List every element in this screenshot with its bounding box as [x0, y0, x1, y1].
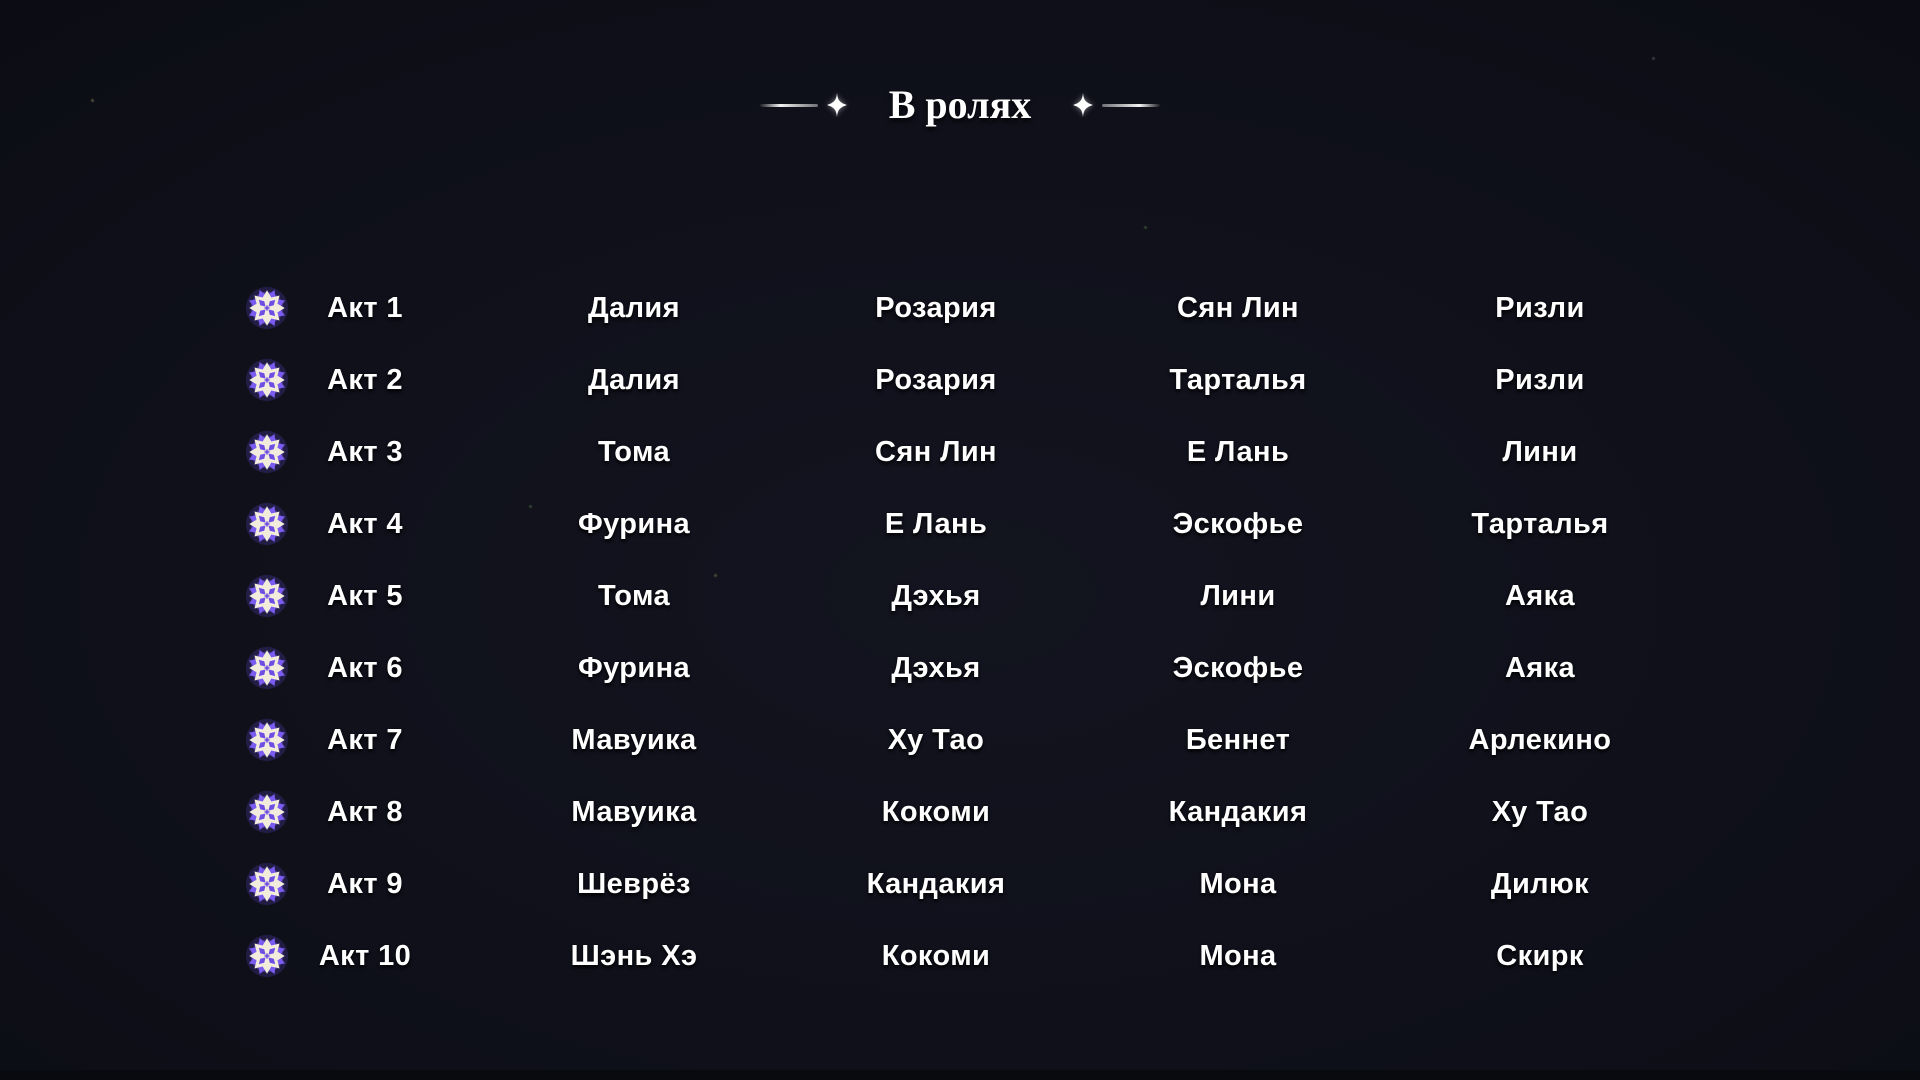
role-name: Фурина [577, 507, 691, 540]
role-name: Кокоми [881, 939, 991, 972]
role-name: Шэнь Хэ [570, 939, 698, 972]
decor-line-left [760, 104, 818, 107]
act-star-icon [244, 285, 290, 331]
act-star-icon [244, 717, 290, 763]
act-label: Акт 7 [327, 723, 403, 756]
cast-row [181, 344, 1693, 416]
role-name: Тома [597, 579, 671, 612]
role-name: Сян Лин [875, 435, 997, 468]
role-name: Е Лань [884, 507, 988, 540]
role-name: Ризли [1495, 363, 1585, 396]
sparkle-icon-right [1071, 89, 1095, 121]
role-name: Ху Тао [887, 723, 985, 756]
role-name: Кандакия [1168, 795, 1308, 828]
act-cell [181, 933, 483, 979]
role-name: Ризли [1495, 291, 1585, 324]
sparkle-icon-left [825, 89, 849, 121]
cast-row [181, 704, 1693, 776]
act-star-icon [244, 429, 290, 475]
act-label: Акт 1 [327, 291, 403, 324]
act-label: Акт 10 [318, 939, 412, 972]
cast-row [181, 560, 1693, 632]
act-cell [181, 285, 483, 331]
role-name: Лини [1200, 579, 1276, 612]
role-name: Фурина [577, 651, 691, 684]
act-star-icon [244, 933, 290, 979]
role-name: Мавуика [571, 795, 697, 828]
cast-row [181, 920, 1693, 992]
page-title: В ролях [888, 82, 1032, 127]
role-name: Тома [597, 435, 671, 468]
role-name: Розария [875, 291, 997, 324]
act-star-icon [244, 357, 290, 403]
act-label: Акт 9 [327, 867, 403, 900]
act-label: Акт 2 [327, 363, 403, 396]
act-cell [181, 717, 483, 763]
role-name: Шеврёз [577, 867, 691, 900]
role-name: Далия [588, 363, 680, 396]
role-name: Дилюк [1490, 867, 1590, 900]
cast-row [181, 272, 1693, 344]
act-cell [181, 429, 483, 475]
role-name: Е Лань [1186, 435, 1290, 468]
act-star-icon [244, 573, 290, 619]
role-name: Ху Тао [1491, 795, 1589, 828]
role-name: Лини [1502, 435, 1578, 468]
act-cell [181, 573, 483, 619]
act-cell [181, 861, 483, 907]
act-label: Акт 5 [327, 579, 403, 612]
act-star-icon [244, 861, 290, 907]
act-cell [181, 645, 483, 691]
background-star [1652, 57, 1655, 60]
role-name: Дэхья [891, 651, 981, 684]
cast-table [181, 272, 1693, 992]
role-name: Скирк [1496, 939, 1584, 972]
act-star-icon [244, 789, 290, 835]
role-name: Далия [588, 291, 680, 324]
role-name: Сян Лин [1177, 291, 1299, 324]
act-cell [181, 789, 483, 835]
act-label: Акт 4 [327, 507, 403, 540]
role-name: Эскофье [1172, 651, 1304, 684]
role-name: Кандакия [866, 867, 1006, 900]
cast-row [181, 416, 1693, 488]
act-cell [181, 501, 483, 547]
cast-row [181, 488, 1693, 560]
act-star-icon [244, 645, 290, 691]
act-label: Акт 8 [327, 795, 403, 828]
role-name: Тарталья [1169, 363, 1307, 396]
role-name: Беннет [1185, 723, 1291, 756]
role-name: Розария [875, 363, 997, 396]
role-name: Аяка [1504, 651, 1576, 684]
cast-header [0, 82, 1920, 128]
cast-row [181, 848, 1693, 920]
role-name: Мона [1199, 939, 1277, 972]
role-name: Дэхья [891, 579, 981, 612]
bottom-edge [0, 1070, 1920, 1080]
act-cell [181, 357, 483, 403]
role-name: Аяка [1504, 579, 1576, 612]
decor-line-right [1102, 104, 1160, 107]
cast-row [181, 632, 1693, 704]
role-name: Арлекино [1468, 723, 1612, 756]
act-label: Акт 3 [327, 435, 403, 468]
role-name: Кокоми [881, 795, 991, 828]
act-label: Акт 6 [327, 651, 403, 684]
act-star-icon [244, 501, 290, 547]
role-name: Тарталья [1471, 507, 1609, 540]
background-star [1144, 226, 1147, 229]
role-name: Мона [1199, 867, 1277, 900]
cast-row [181, 776, 1693, 848]
role-name: Мавуика [571, 723, 697, 756]
role-name: Эскофье [1172, 507, 1304, 540]
